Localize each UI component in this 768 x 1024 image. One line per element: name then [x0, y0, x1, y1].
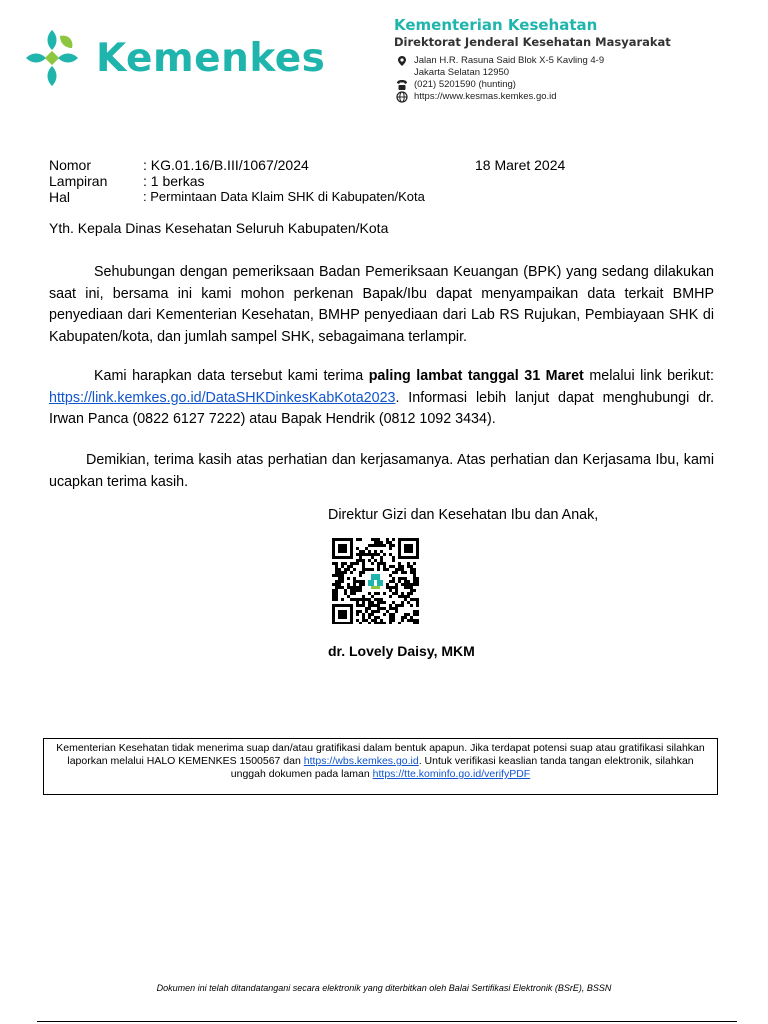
recipient: Yth. Kepala Dinas Kesehatan Seluruh Kabupaten/Kota	[49, 220, 389, 236]
hal-label: Hal	[49, 189, 71, 205]
lampiran-label: Lampiran	[49, 173, 108, 189]
signatory-name: dr. Lovely Daisy, MKM	[328, 643, 475, 659]
website-line	[394, 91, 754, 103]
directorate-name: Direktorat Jenderal Kesehatan Masyarakat	[394, 35, 671, 49]
logo-wordmark: Kemenkes	[96, 36, 326, 81]
address-line1: Jalan H.R. Rasuna Said Blok X-5 Kavling 4-9	[414, 55, 605, 66]
institution-name: Kementerian Kesehatan	[394, 16, 598, 34]
body-paragraph-3: Demikian, terima kasih atas perhatian dan kerjasamanya. Atas perhatian dan Kerjasama Ibu, kami ucapkan terima kasih.	[49, 452, 714, 490]
wbs-link[interactable]: https://wbs.kemkes.go.id	[303, 755, 419, 767]
phone-number: (021) 5201590 (hunting)	[414, 79, 516, 90]
address-line	[394, 55, 754, 67]
globe-icon	[396, 91, 408, 103]
meta-hal	[49, 189, 729, 205]
notice-text-b: . Untuk verifikasi keaslian tanda tangan elektronik, silahkan unggah dokumen pada laman	[230, 755, 694, 780]
letter-date: 18 Maret 2024	[475, 157, 566, 173]
data-submission-link[interactable]: https://link.kemkes.go.id/DataSHKDinkesKabKota2023	[49, 389, 396, 406]
lampiran-value: : 1 berkas	[143, 173, 205, 189]
website-url: https://www.kesmas.kemkes.go.id	[414, 91, 557, 102]
p2-deadline: paling lambat tanggal 31 Maret	[368, 368, 584, 384]
p2-text-b: melalui link berikut:	[583, 368, 714, 384]
address-line2: Jakarta Selatan 12950	[414, 67, 510, 78]
address-line-2	[394, 67, 754, 79]
letterhead-info	[394, 16, 754, 103]
footer-divider	[37, 1021, 737, 1022]
phone-icon	[396, 79, 408, 91]
notice-text-a: Kementerian Kesehatan tidak menerima suap dan/atau gratifikasi dalam bentuk apapun. Jika terdapat potensi suap atau gratifikasi silahkan laporkan melalui HALO KEMENKES 1500567 dan	[56, 742, 705, 767]
body-paragraph-2	[49, 366, 714, 431]
esign-footer: Dokumen ini telah ditandatangani secara elektronik yang diterbitkan oleh Balai Sertifikasi Elektronik (BSrE), BSSN	[156, 983, 612, 993]
verify-pdf-link[interactable]: https://tte.kominfo.go.id/verifyPDF	[372, 768, 531, 780]
location-pin-icon	[396, 55, 408, 67]
hal-value: : Permintaan Data Klaim SHK di Kabupaten/Kota	[143, 189, 425, 204]
phone-line	[394, 79, 754, 91]
nomor-value: : KG.01.16/B.III/1067/2024	[143, 157, 309, 173]
letter-meta	[49, 157, 729, 205]
p2-text-c: . Informasi lebih lanjut dapat menghubungi dr. Irwan Panca (0822 6127 7222) atau Bapak Hendrik (0812 1092 3434).	[49, 389, 714, 427]
anti-gratification-notice	[43, 738, 718, 795]
body-paragraph-1: Sehubungan dengan pemeriksaan Badan Pemeriksaan Keuangan (BPK) yang sedang dilakukan saat ini, bersama ini kami mohon perkenan Bapak/Ibu dapat menyampaikan data terkait BMHP penyediaan dari Kementerian Kesehatan, BMHP penyediaan dari Lab RS Rujukan, Pembiayaan SHK di Kabupaten/kota, dan jumlah sampel SHK, sebagaimana terlampir.	[49, 264, 714, 345]
meta-lampiran	[49, 173, 729, 189]
qr-code-icon	[332, 538, 420, 624]
p2-text-a: Kami harapkan data tersebut kami terima	[94, 368, 369, 384]
nomor-label: Nomor	[49, 157, 92, 173]
kemenkes-logo-icon	[22, 26, 82, 90]
meta-nomor	[49, 157, 729, 173]
signatory-title: Direktur Gizi dan Kesehatan Ibu dan Anak,	[328, 507, 599, 523]
